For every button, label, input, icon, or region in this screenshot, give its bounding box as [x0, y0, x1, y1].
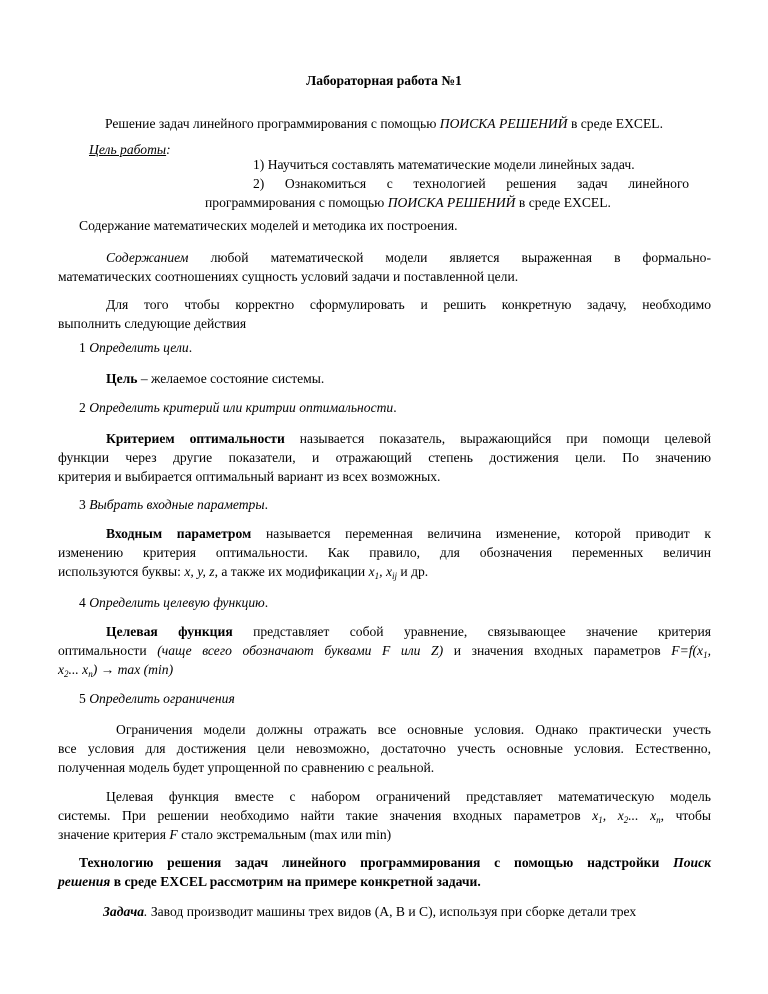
page-title: Лабораторная работа №1 [306, 73, 462, 88]
para1-line2: математических соотношениях сущность условий задачи и поставленной цели. [58, 269, 519, 284]
goal-item-2-line1: 2) Ознакомиться с технологией решения задач линейного [253, 176, 689, 191]
constraints-line1: Ограничения модели должны отражать все основные условия. Однако практически учесть [116, 722, 711, 737]
definition-goal: Цель – желаемое состояние системы. [106, 371, 325, 386]
definition-criterion-line2: функции через другие показатели, и отражающий степень достижения цели. По значению [58, 450, 711, 465]
definition-objective-line2: оптимальности (чаще всего обозначают буквами F или Z) и значения входных параметров $F=f(x_1$, [58, 643, 711, 660]
model-para-line1: Целевая функция вместе с набором ограничений представляет математическую модель [106, 789, 711, 804]
technology-heading-line1: Технологию решения задач линейного программирования с помощью надстройки Поиск [79, 855, 711, 870]
constraints-line2: все условия для достижения цели невозможно, достаточно учесть основные условия. Естественно, [58, 741, 711, 756]
para1-line1: Содержанием любой математической модели является выраженная в формально- [106, 250, 711, 265]
model-para-line2: системы. При решении необходимо найти такие значения входных параметров $x_1$, $x_2$... $x_n$, чтобы [58, 808, 712, 825]
definition-input-line3: используются буквы: x, y, z, а также их модификации $x_1$, $x_{ij}$ и др. [58, 564, 429, 581]
step-1: 1 Определить цели. [79, 340, 193, 355]
definition-input-line2: изменению критерия оптимальности. Как правило, для обозначения переменных величин [58, 545, 711, 560]
para2-line2: выполнить следующие действия [58, 316, 247, 331]
para2-line1: Для того чтобы корректно сформулировать и решить конкретную задачу, необходимо [106, 297, 711, 312]
goal-item-1: 1) Научиться составлять математические модели линейных задач. [253, 157, 635, 172]
constraints-line3: полученная модель будет упрощенной по сравнению с реальной. [58, 760, 435, 775]
step-5: 5 Определить ограничения [79, 691, 235, 706]
lab-subtitle: Решение задач линейного программирования с помощью ПОИСКА РЕШЕНИЙ в среде EXCEL. [104, 116, 664, 131]
definition-criterion-line1: Критерием оптимальности называется показатель, выражающийся при помощи целевой [106, 431, 711, 446]
task-text: Задача. Завод производит машины трех видов (А, В и С), используя при сборке детали трех [103, 904, 637, 919]
step-4: 4 Определить целевую функцию. [79, 595, 269, 610]
technology-heading-line2: решения в среде EXCEL рассмотрим на примере конкретной задачи. [58, 874, 481, 889]
definition-criterion-line3: критерия и выбирается оптимальный вариант из всех возможных. [58, 469, 441, 484]
goal-label: Цель работы: [89, 142, 171, 157]
goal-item-2-line2: программирования с помощью ПОИСКА РЕШЕНИЙ в среде EXCEL. [205, 195, 611, 210]
model-para-line3: значение критерия F стало экстремальным (max или min) [58, 827, 392, 842]
content-heading: Содержание математических моделей и методика их построения. [79, 218, 458, 233]
step-3: 3 Выбрать входные параметры. [79, 497, 268, 512]
definition-objective-line3: $x_2$... $x_n) \to \max (\min)$ [58, 662, 174, 679]
definition-input-line1: Входным параметром называется переменная величина изменение, которой приводит к [106, 526, 711, 541]
definition-objective-line1: Целевая функция представляет собой уравнение, связывающее значение критерия [106, 624, 711, 639]
step-2: 2 Определить критерий или критрии оптимальности. [79, 400, 397, 415]
